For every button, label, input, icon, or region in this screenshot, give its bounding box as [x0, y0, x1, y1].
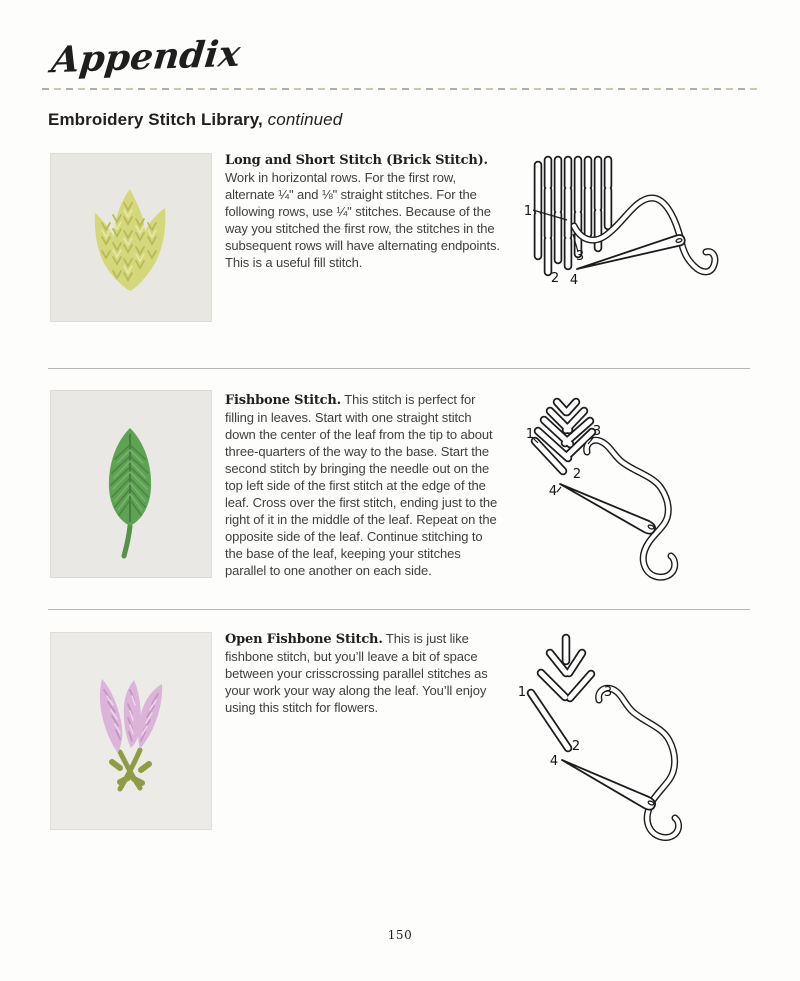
brick-stitch-sample-image: [50, 153, 212, 322]
dashed-divider: [42, 88, 758, 90]
sample-photo-fishbone: [50, 390, 212, 578]
diagram-label-3: 3: [592, 424, 602, 439]
page-number: 150: [387, 928, 413, 942]
diagram-label-2: 2: [572, 467, 582, 482]
long-and-short-diagram: [505, 148, 750, 308]
fishbone-description: [225, 391, 503, 579]
diagram-label-4: 4: [548, 484, 558, 499]
thread: [599, 688, 679, 837]
thread: [587, 440, 675, 577]
needle-icon: [560, 484, 655, 534]
section-divider-1: [48, 368, 750, 369]
open-fishbone-stitch-diagram: [505, 626, 735, 861]
diagram-label-4: 4: [569, 273, 579, 288]
stitch-name: Fishbone Stitch.: [225, 393, 341, 408]
open-fishbone-sample-image: [50, 632, 212, 830]
section-heading-main: Embroidery Stitch Library,: [48, 110, 263, 129]
stitch-body-text: Work in horizontal rows. For the first row, alternate ¼" and ⅛" straight stitches. For the following rows, use ¼" stitches. Because of the way you stitched the first row, the stitches in the subsequent rows will have alternating endpoints. This is a useful fill stitch.: [225, 170, 500, 270]
diagram-label-3: 3: [603, 685, 613, 700]
diagram-label-2: 2: [571, 739, 581, 754]
open-fishbone-diagram: [505, 626, 735, 861]
fishbone-stitch-diagram: [505, 386, 730, 591]
section-heading-continued: continued: [262, 110, 343, 129]
brick-stitch-diagram: [505, 148, 750, 308]
section-divider-2: [48, 609, 750, 610]
open-fishbone-description: [225, 630, 503, 716]
stitch-name: Long and Short Stitch (Brick Stitch).: [225, 153, 488, 168]
stitch-body-text: This is just like fishbone stitch, but you’ll leave a bit of space between your crisscrossing parallel stitches as your work your way along the leaf. You’ll enjoy using this stitch for flowers.: [225, 631, 488, 715]
page-title: Appendix: [49, 32, 243, 82]
long-and-short-description: [225, 151, 503, 271]
diagram-label-1: 1: [525, 427, 535, 442]
section-heading: [48, 110, 342, 130]
sample-photo-open-fishbone: [50, 632, 212, 830]
fishbone-sample-image: [50, 390, 212, 578]
diagram-label-1: 1: [517, 685, 527, 700]
needle-icon: [562, 760, 655, 810]
diagram-label-2: 2: [550, 271, 560, 286]
sample-photo-long-and-short: [50, 153, 212, 322]
diagram-label-3: 3: [575, 249, 585, 264]
stitch-name: Open Fishbone Stitch.: [225, 632, 383, 647]
fishbone-diagram: [505, 386, 730, 591]
stitch-body-text: This stitch is perfect for filling in leaves. Start with one straight stitch down the center of the leaf from the tip to about three-quarters of the way to the base. Start the second stitch by bringing the needle out on the top left side of the first stitch at the edge of the leaf. Cross over the first stitch, ending just to the right of it in the middle of the leaf. Repeat on the opposite side of the leaf. Continue stitching to the base of the leaf, keeping your stitches parallel to one another on each side.: [225, 392, 498, 578]
diagram-label-4: 4: [549, 754, 559, 769]
diagram-label-1: 1: [523, 204, 533, 219]
